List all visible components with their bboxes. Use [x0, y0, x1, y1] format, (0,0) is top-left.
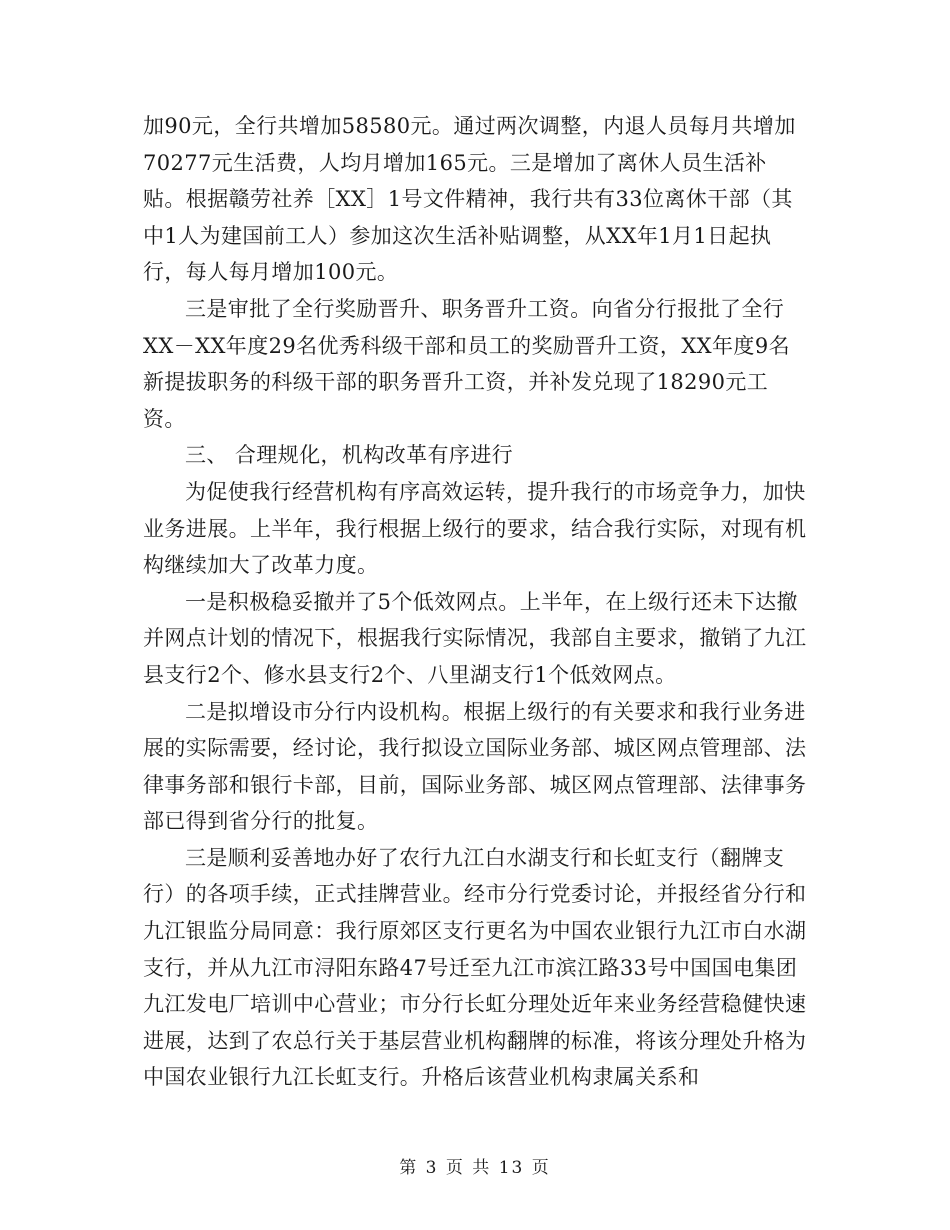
paragraph-2: 三是审批了全行奖励晋升、职务晋升工资。向省分行报批了全行XX－XX年度29名优秀科级干部和员工的奖励晋升工资，XX年度9名新提拔职务的科级干部的职务晋升工资，并补发兑现了18290元工资。: [143, 296, 790, 431]
section-heading: 三、 合理规化，机构改革有序进行: [185, 443, 514, 468]
paragraph-5: 二是拟增设市分行内设机构。根据上级行的有关要求和我行业务进展的实际需要，经讨论，我行拟设立国际业务部、城区网点管理部、法律事务部和银行卡部，目前，国际业务部、城区网点管理部、法律事务部已得到省分行的批复。: [143, 699, 807, 834]
paragraph-1: 加90元，全行共增加58580元。通过两次调整，内退人员每月共增加70277元生活费，人均月增加165元。三是增加了离休人员生活补贴。根据赣劳社养［XX］1号文件精神，我行共有33位离休干部（其中1人为建国前工人）参加这次生活补贴调整，从XX年1月1日起执行，每人每月增加100元。: [143, 114, 796, 285]
page-footer: 第 3 页 共 13 页: [399, 1158, 551, 1178]
document-body: [143, 108, 807, 1096]
paragraph-6: 三是顺利妥善地办好了农行九江白水湖支行和长虹支行（翻牌支行）的各项手续，正式挂牌营业。经市分行党委讨论，并报经省分行和九江银监分局同意：我行原郊区支行更名为中国农业银行九江市白水湖支行，并从九江市浔阳东路47号迁至九江市滨江路33号中国国电集团九江发电厂培训中心营业；市分行长虹分理处近年来业务经营稳健快速进展，达到了农总行关于基层营业机构翻牌的标准，将该分理处升格为中国农业银行九江长虹支行。升格后该营业机构隶属关系和: [143, 845, 807, 1090]
paragraph-4: 一是积极稳妥撤并了5个低效网点。上半年，在上级行还未下达撤并网点计划的情况下，根据我行实际情况，我部自主要求，撤销了九江县支行2个、修水县支行2个、八里湖支行1个低效网点。: [143, 589, 807, 687]
paragraph-3: 为促使我行经营机构有序高效运转，提升我行的市场竞争力，加快业务进展。上半年，我行根据上级行的要求，结合我行实际，对现有机构继续加大了改革力度。: [143, 479, 807, 578]
